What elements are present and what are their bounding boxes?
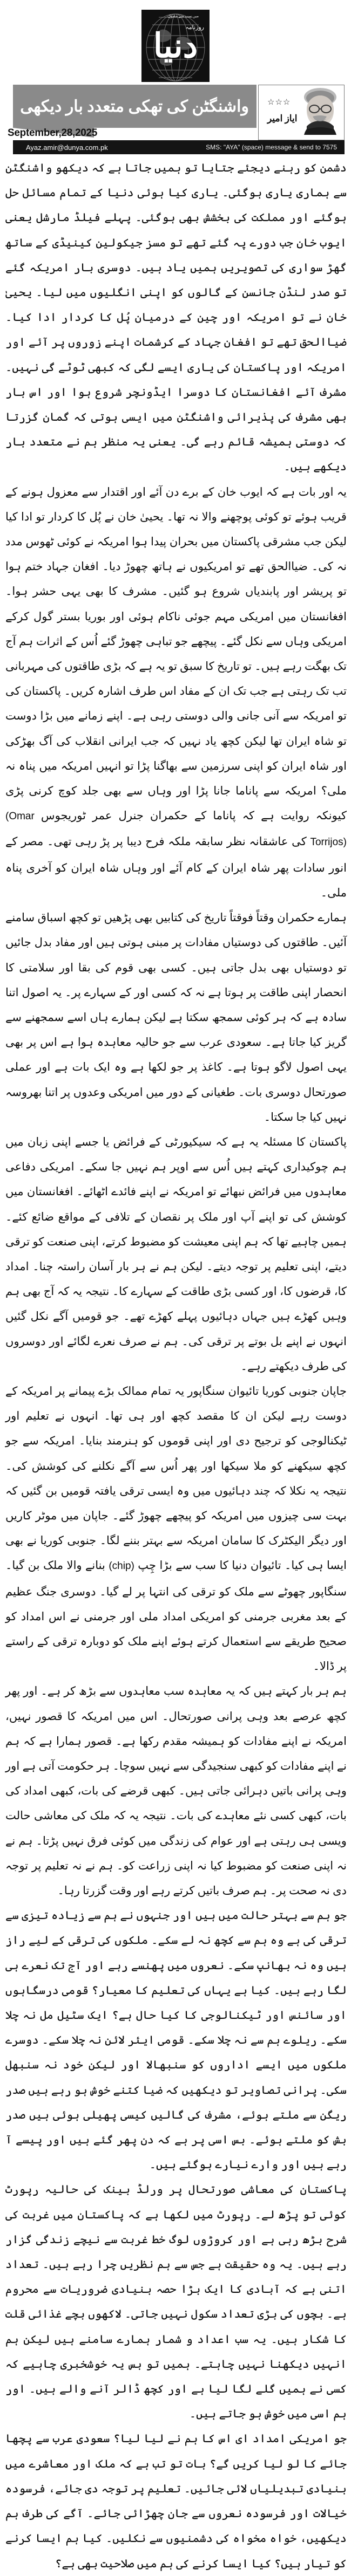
article-paragraph: ہم ہر بار کہتے ہیں کہ یہ معاہدہ سب معاہدوں سے بڑھ کر ہے۔ اور پھر کچھ عرصے بعد وہی پرانی صورتحال۔ اس میں امریکہ کا قصور نہیں، امریکہ نے اپنے مفادات کو ہمیشہ مقدم رکھا ہے۔ قصور ہمارا ہے کہ ہم نے اپنے مفادات کو کبھی سنجیدگی سے نہیں سوچا۔ ہر حکومت آتی ہے اور وہی پرانی باتیں دہرائی جاتی ہیں۔ کبھی قرضے کی بات، کبھی امداد کی بات، کبھی کسی نئے معاہدے کی بات۔ نتیجہ یہ کہ ملک کی معاشی حالت ویسی ہی رہتی ہے اور عوام کی زندگی میں کوئی فرق نہیں پڑتا۔ ہم نے نہ اپنی صنعت کو مضبوط کیا نہ اپنی زراعت کو۔ ہم نے نہ تعلیم پر توجہ دی نہ صحت پر۔ ہم صرف باتیں کرتے رہے اور وقت گزرتا رہا۔ (5, 1684, 347, 1897)
page-title: واشنگٹن کی تھکی متعدد بار دیکھی (20, 97, 249, 115)
publication-date: September,28,2025 (8, 127, 98, 139)
article-paragraph: پاکستان کی معاشی صورتحال پر ورلڈ بینک کی حالیہ رپورٹ کوئی تو پڑھ لے۔ رپورٹ میں لکھا ہے کہ پاکستان میں غربت کی شرح بڑھ رہی ہے اور کروڑوں لوگ خط غربت سے نیچے زندگی گزار رہے ہیں۔ یہ وہ حقیقت ہے جس سے ہم نظریں چرا رہے ہیں۔ تعداد اتنی ہے کہ آبادی کا ایک بڑا حصہ بنیادی ضروریات سے محروم ہے۔ بچوں کی بڑی تعداد سکول نہیں جاتی۔ لاکھوں بچے غذائی قلت کا شکار ہیں۔ یہ سب اعداد و شمار ہمارے سامنے ہیں لیکن ہم انہیں دیکھنا نہیں چاہتے۔ ہمیں تو بس یہ خوشخبری چاہیے کہ کسی نے ہمیں گلے لگا لیا ہے اور کچھ ڈالر آنے والے ہیں۔ اور ہم اسی میں خوش ہو جاتے ہیں۔ (5, 2183, 347, 2421)
author-photo (292, 85, 344, 140)
author-card (258, 85, 345, 140)
article-paragraph: پاکستان کا مسئلہ یہ ہے کہ سیکیورٹی کے فرائض یا جسے اپنی زبان میں ہم چوکیداری کہتے ہیں اُس سے اوپر ہم نہیں جا سکے۔ امریکی دفاعی معاہدوں میں فرائض نبھائے تو امریکہ نے اپنے فائدے اٹھائے۔ افغانستان میں کوشش کی تو اپنے آپ اور ملک پر نقصان کے تلافی کے مواقع ضائع کئے۔ ہمیں چاہیے تھا کہ ہم اپنی معیشت کو مضبوط کرتے، اپنی صنعت کو ترقی دیتے، اپنی تعلیم پر توجہ دیتے۔ لیکن ہم نے ہر بار آسان راستہ چنا۔ امداد کا، قرضوں کا، اور کسی بڑی طاقت کے سہارے کا۔ نتیجہ یہ کہ آج بھی ہم وہیں کھڑے ہیں جہاں دہائیوں پہلے کھڑے تھے۔ جو قومیں آگے نکل گئیں انہوں نے اپنے بل بوتے پر ترقی کی۔ ہم نے صرف نعرے لگائے اور دوسروں کی طرف دیکھتے رہے۔ (5, 1135, 347, 1373)
article-paragraph: جو امریکی امداد ای اس کا ہم نے لیا لیا؟ سعودی عرب سے پچھا جائے کا لو لیا کریں گے؟ بات تو تب ہے کہ ملک اور معاشرے میں بنیادی تبدیلیاں لائی جائیں۔ تعلیم پر توجہ دی جائے، فرسودہ خیالات اور فرسودہ نعروں سے جان چھڑائی جائے۔ آگے کی طرف ہم دیکھیں، خواہ مخواہ کی دشمنیوں سے نکلیں۔ کیا ہم ایسا کرنے کو تیار ہیں؟ کیا ایسا کرنے کی ہم میں صلاحیت بھی ہے؟ (5, 2432, 347, 2570)
latin-term: (chip) (109, 1560, 134, 1572)
article-paragraph: جو ہم سے بہتر حالت میں ہیں اور جنہوں نے ہم سے زیادہ تیزی سے ترقی کی ہے وہ ہم سے کچھ نہ لے سکے۔ ملکوں کی ترقی کے لیے راز ہیں وہ نہ بھانپ سکے۔ نعروں میں پھنسے رہے اور آج تک نعرے ہی لگا رہے ہیں۔ کیا ہے یہاں کی تعلیم کا معیار؟ قومی درسگاہوں اور سائنس اور ٹیکنالوجی کا کیا حال ہے؟ ایک سٹیل مل نہ چلا سکے۔ ریلوے ہم سے نہ چلا سکے۔ قومی ایئر لائن نہ چلا سکے۔ دوسرے ملکوں میں ایسے اداروں کو سنبھالا اور لیکن خود نہ سنبھل سکی۔ پرانی تصاویر تو دیکھیں کہ ضیا کتنے خوش ہو رہے ہیں صدر ریگن سے ملتے ہوئے، مشرف کی گالیں کیسی پھیلی ہوئی ہیں صدر بش کو ملتے ہوئے۔ بس اسی پر ہے کہ دن پھر گئے ہیں اور پیسے آ رہے ہیں اور وارے نیارے ہوگئے ہیں۔ (5, 1909, 347, 2171)
masthead (0, 0, 351, 82)
article-paragraph: یہ اور بات ہے کہ ایوب خان کے برے دن آئے اور اقتدار سے معزول ہونے کے قریب ہوئے تو کوئی پوچھنے والا نہ تھا۔ یحییٰ خان نے پُل کا کردار تو ادا کیا لیکن جب مشرقی پاکستان میں بحران پیدا ہوا امریکہ نے کوئی ٹھوس مدد نہ کی۔ ضیاالحق تھے تو امریکیوں نے ہاتھ چھوڑ دیا۔ افغان جہاد ختم ہوا تو پریشر اور پابندیاں شروع ہو گئیں۔ مشرف کا بھی یہی حشر ہوا۔ افغانستان میں امریکی مہم جوئی ناکام ہوئی اور بوریا بستر گول کرکے امریکی وہاں سے نکل گئے۔ پیچھے جو تباہی چھوڑ گئے اُس کے اثرات ہم آج تک بھگت رہے ہیں۔ تو تاریخ کا سبق تو یہ ہے کہ بڑی طاقتوں کی مہربانی تب تک رہتی ہے جب تک ان کے مفاد اس طرف اشارہ کریں۔ پاکستان کی تو امریکہ سے آنی جانی والی دوستی رہی ہے۔ اپنے زمانے میں بڑا دوست تو شاہ ایران تھا لیکن کچھ یاد نہیں کہ جب ایرانی انقلاب کی آگ بھڑکی اور شاہ ایران کو اپنی سرزمین سے بھاگنا پڑا تو انہیں امریکہ میں پناہ نہ ملی؟ امریکہ سے پاناما جانا پڑا اور وہاں سے بھی جلد کوچ کرنی پڑی کیونکہ روایت ہے کہ پاناما کے حکمران جنرل عمر ٹوریجوس (Omar Torrijos) کی عاشقانہ نظر سابقہ ملکہ فرح دیبا پر پڑ رہی تھی۔ مصر کے انور سادات پھر شاہ ایران کے کام آئے اور وہاں شاہ ایران کو آخری پناہ ملی۔ (5, 485, 347, 899)
article-body (5, 155, 347, 2576)
rating-stars: ☆☆☆ (267, 98, 291, 107)
author-name: ایاز امیر (267, 113, 298, 124)
article-paragraph: جاپان جنوبی کوریا تائیوان سنگاپور یہ تمام ممالک بڑے پیمانے پر امریکہ کے دوست رہے لیکن ان کا مقصد کچھ اور ہی تھا۔ انہوں نے تعلیم اور ٹیکنالوجی کو ترجیح دی اور اپنی قوموں کو ہنرمند بنایا۔ امریکہ سے جو کچھ سیکھنے کو ملا سیکھا اور پھر اُس سے آگے نکلنے کی کوشش کی۔ نتیجہ یہ نکلا کہ چند دہائیوں میں وہ ایسی ترقی یافتہ قومیں بن گئیں کہ بہت سی چیزوں میں امریکہ کو پیچھے چھوڑ گئے۔ جاپان میں موٹر کاریں اور دیگر الیکٹرک کا سامان امریکہ سے بہتر بننے لگا۔ جنوبی کوریا نے بھی ایسا ہی کیا۔ تائیوان دنیا کا سب سے بڑا چِپ (chip) بنانے والا ملک بن گیا۔ سنگاپور چھوٹے سے ملک کو ترقی کی انتہا پر لے گیا۔ دوسری جنگ عظیم کے بعد مغربی جرمنی کو امریکی امداد ملی اور جرمنی نے اس امداد کو صحیح طریقے سے استعمال کرتے ہوئے اپنے ملک کو دوبارہ ترقی کے راستے پر ڈالا۔ (5, 1384, 347, 1673)
masthead-kicker: روزنامہ (185, 24, 204, 31)
article-paragraph: دشمن کو رہنے دیجئے جتایا تو ہمیں جاتا ہے کہ دیکھو واشنگٹن سے ہماری یاری ہوگئی۔ یاری کیا ہوئی دنیا کے تمام مسائل حل ہوگئے اور مملکت کی بخشش بھی ہوگئی۔ پہلے فیلڈ مارشل یعنی ایوب خان جب دورے پہ گئے تھے تو مسز جیکولین کینیڈی کے ساتھ گھڑ سواری کی تصویریں ہمیں یاد ہیں۔ دوسری بار امریکہ گئے تو صدر لنڈن جانسن کے گالوں کو اپنی انگلیوں میں لیا۔ یحییٰ خان نے تو امریکہ اور چین کے درمیان پُل کا کردار ادا کیا۔ ضیاالحق تھے تو افغان جہاد کے کرشمات اپنے زوروں پر آئے اور امریکہ اور پاکستان کی یاری ایسے لگی کہ کبھی ٹوٹے گی نہیں۔ مشرف آئے افغانستان کا دوسرا ایڈونچر شروع ہوا اور اس بار بھی مشرف کی پذیرائی واشنگٹن میں ایسی ہوتی کہ گمان گزرتا کہ دوستی ہمیشہ قائم رہے گی۔ یعنی یہ منظر ہم نے متعدد بار دیکھے ہیں۔ (5, 161, 347, 474)
headline-zone (0, 82, 351, 155)
article-paragraph: ہمارے حکمران وقتاً فوقتاً تاریخ کی کتابیں بھی پڑھیں تو کچھ اسباق سامنے آئیں۔ طاقتوں کی دوستیاں مفادات پر مبنی ہوتی ہیں اور مفاد بدل جائیں تو دوستیاں بھی بدل جاتی ہیں۔ کسی بھی قوم کی بقا اور سلامتی کا انحصار اپنی طاقت پر ہوتا ہے نہ کہ کسی اور کے سہارے پر۔ یہ اصول اتنا سادہ ہے کہ ہر کوئی سمجھ سکتا ہے لیکن ہمارے ہاں اسے سمجھنے سے گریز کیا جاتا ہے۔ سعودی عرب سے جو حالیہ معاہدہ ہوا ہے اس پر بھی یہی اصول لاگو ہوتا ہے۔ کاغذ پر جو لکھا ہے وہ ایک بات ہے اور عملی صورتحال دوسری بات۔ طغیانی کے دور میں امریکی وعدوں پر اتنا بھروسہ نہیں کیا جا سکتا۔ (5, 911, 347, 1123)
latin-term: (Omar Torrijos) (5, 811, 347, 848)
author-email[interactable]: Ayaz.amir@dunya.com.pk (26, 143, 108, 152)
contact-strip (13, 140, 345, 154)
headline-band (13, 85, 256, 128)
masthead-tagline: میں سب سے مقبول (167, 14, 199, 18)
sms-instruction: SMS: "AYA" (space) message & send to 7575 (206, 143, 337, 151)
avatar (292, 85, 344, 140)
paper-logo (141, 10, 210, 82)
masthead-title: دنیا (153, 28, 198, 65)
